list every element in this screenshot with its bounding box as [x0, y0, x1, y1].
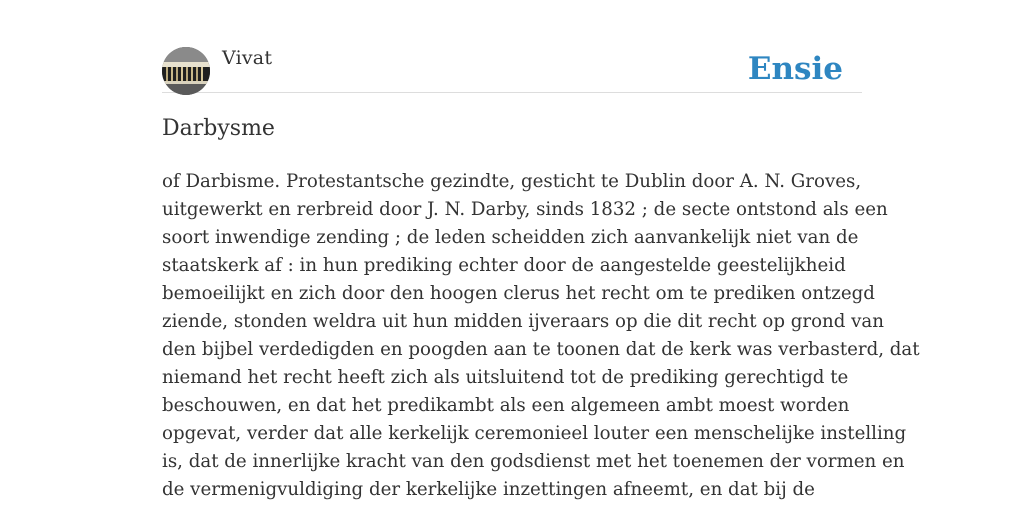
body-line: soort inwendige zending ; de leden scheidden zich aanvankelijk niet van de	[162, 227, 859, 248]
body-line: bemoeilijkt en zich door den hoogen clerus het recht om te prediken ontzegd	[162, 283, 875, 304]
author-name[interactable]: Vivat	[222, 47, 273, 69]
article-body	[162, 168, 920, 504]
body-line: niemand het recht heeft zich als uitsluitend tot de prediking gerechtigd te	[162, 367, 849, 388]
body-line: beschouwen, en dat het predikambt als een algemeen ambt moest worden	[162, 395, 850, 416]
body-line: de vermenigvuldiging der kerkelijke inzettingen afneemt, en dat bij de	[162, 479, 815, 500]
brand-logo[interactable]: Ensie	[747, 51, 843, 87]
books-avatar-icon[interactable]	[162, 47, 210, 95]
body-line: den bijbel verdedigden en poogden aan te toonen dat de kerk was verbasterd, dat	[162, 339, 920, 360]
body-line: of Darbisme. Protestantsche gezindte, gesticht te Dublin door A. N. Groves,	[162, 171, 862, 192]
body-line: uitgewerkt en rerbreid door J. N. Darby, sinds 1832 ; de secte ontstond als een	[162, 199, 888, 220]
body-line: ziende, stonden weldra uit hun midden ijveraars op die dit recht op grond van	[162, 311, 884, 332]
article-title: Darbysme	[162, 116, 275, 141]
body-line: staatskerk af : in hun prediking echter door de aangestelde geestelijkheid	[162, 255, 846, 276]
body-line: is, dat de innerlijke kracht van den godsdienst met het toenemen der vormen en	[162, 451, 905, 472]
header	[162, 46, 862, 93]
body-line: opgevat, verder dat alle kerkelijk ceremonieel louter een menschelijke instelling	[162, 423, 907, 444]
